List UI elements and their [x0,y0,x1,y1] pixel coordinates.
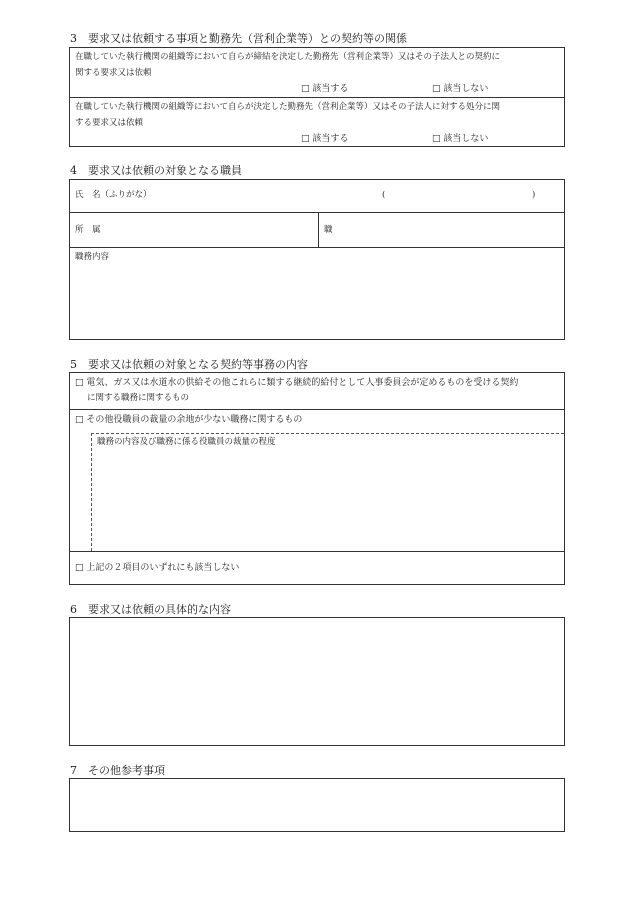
s5-option2-checkbox[interactable]: □ その他役職員の裁量の余地が少ない職務に関するもの [75,415,303,425]
s3-row1-applicable-checkbox[interactable]: □ 該当する [301,84,349,94]
s5-option1-checkbox-line1[interactable]: □ 電気、ガス又は水道水の供給その他これらに類する継続的給付として人事委員会が定めるものを受ける契約 [75,378,519,388]
s5-option1-line2: に関する職務に関するもの [87,393,190,403]
s4-divider-2 [70,247,564,248]
s3-row2-line1: 在職していた執行機関の組織等において自らが決定した勤務先（営利企業等）又はその子法人に対する処分に関 [75,102,501,112]
section3-table [69,47,565,147]
duties-label: 職務内容 [75,252,110,262]
s3-row1-line2: 関する要求又は依頼 [75,68,152,78]
s5-dashed-divider [91,433,564,434]
s3-row2-not-applicable-checkbox[interactable]: □ 該当しない [432,134,489,144]
name-label: 氏 名（ふりがな） [75,190,152,200]
section7-heading: 7 その他参考事項 [70,764,165,777]
section3-heading: 3 要求又は依頼する事項と勤務先（営利企業等）との契約等の関係 [70,32,407,45]
s4-vertical-divider [318,212,319,247]
s5-option3-checkbox[interactable]: □ 上記の２項目のいずれにも該当しない [75,563,240,573]
s3-row2-applicable-checkbox[interactable]: □ 該当する [301,134,349,144]
section4-table [69,179,565,340]
s3-row1-not-applicable-checkbox[interactable]: □ 該当しない [432,84,489,94]
s3-row-divider [70,97,564,98]
section5-heading: 5 要求又は依頼の対象となる契約等事務の内容 [70,358,308,371]
s5-divider-2 [70,551,564,552]
furigana-paren-open: ( [382,190,386,200]
s3-row2-line2: する要求又は依頼 [75,118,144,128]
s5-divider-1 [70,409,564,410]
s5-dashed-vertical [91,433,92,551]
s4-divider-1 [70,212,564,213]
section6-textarea[interactable] [69,617,565,746]
s5-option2-sub-label: 職務の内容及び職務に係る役職員の裁量の程度 [97,437,276,447]
section7-textarea[interactable] [69,778,565,832]
section4-heading: 4 要求又は依頼の対象となる職員 [70,164,242,177]
furigana-paren-close: ) [532,190,536,200]
position-label: 職 [324,225,333,235]
s3-row1-line1: 在職していた執行機関の組織等において自らが締結を決定した勤務先（営利企業等）又はその子法人との契約に [75,52,501,62]
section5-table [69,372,565,585]
section6-heading: 6 要求又は依頼の具体的な内容 [70,603,231,616]
affiliation-label: 所 属 [75,225,101,235]
